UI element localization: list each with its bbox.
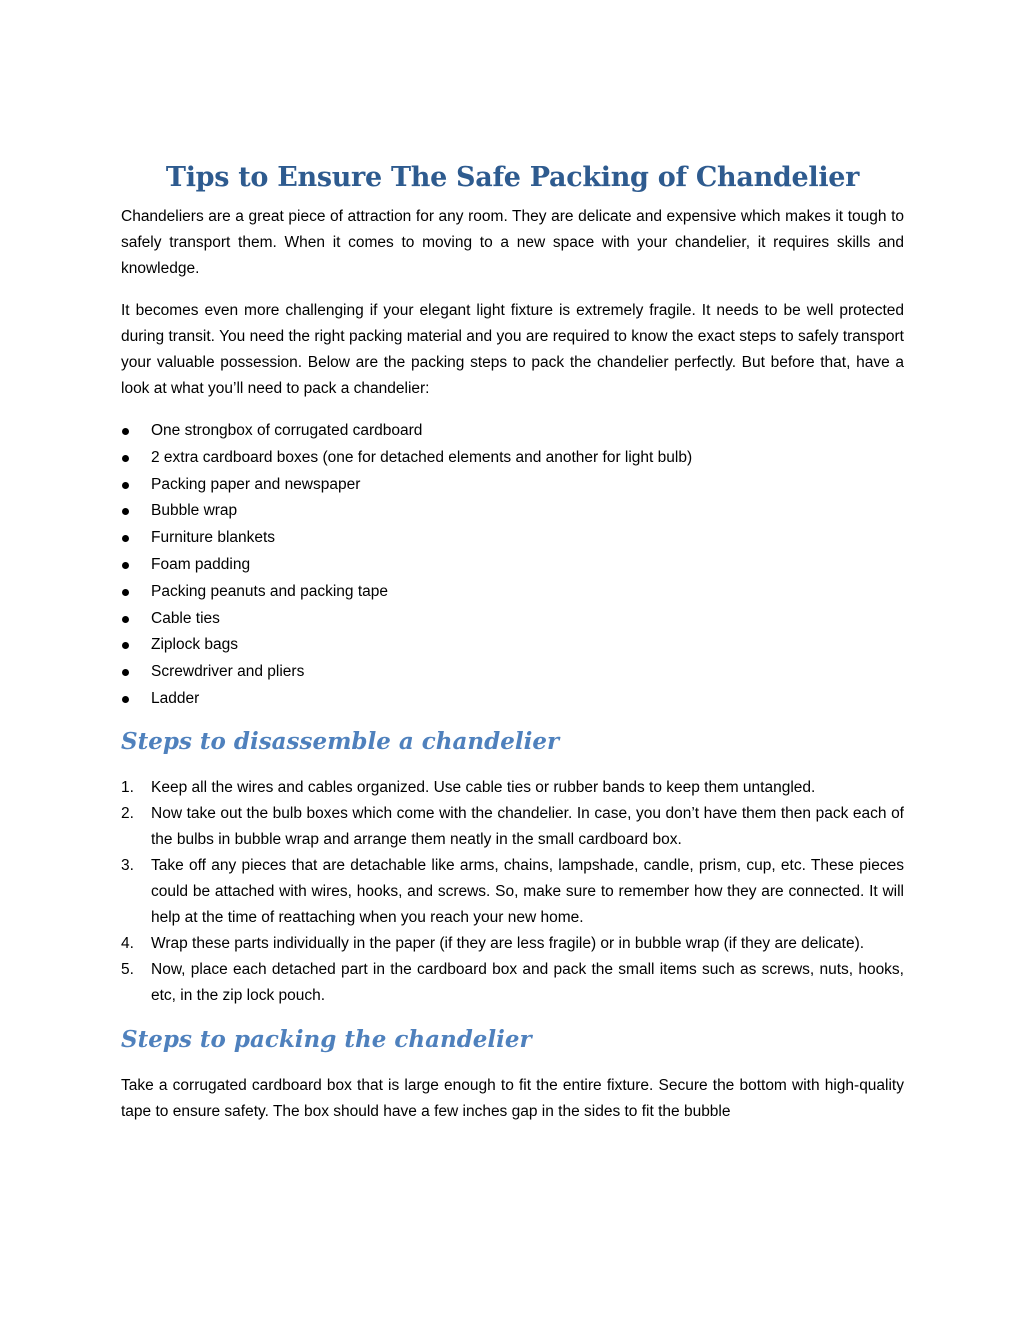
- list-item: [121, 659, 904, 686]
- list-item-text: Furniture blankets: [151, 529, 276, 547]
- intro-paragraph: Chandeliers are a great piece of attraction for any room. They are delicate and expensive which makes it tough to safely transport them. When it comes to moving to a new space with your chandelier, it requires skills and knowledge.: [121, 208, 904, 277]
- disassemble-steps-list: [121, 775, 904, 1009]
- packing-paragraph: Take a corrugated cardboard box that is large enough to fit the entire fixture. Secure the bottom with high-quality tape to ensure safety. The box should have a few inches gap in the sides to fit the bubble: [121, 1076, 904, 1120]
- list-item: [121, 525, 904, 552]
- list-item-text: 2 extra cardboard boxes (one for detached elements and another for light bulb): [151, 448, 693, 466]
- bullet-icon: [122, 642, 129, 649]
- step-number: 5.: [121, 960, 134, 978]
- list-item-text: One strongbox of corrugated cardboard: [151, 422, 423, 439]
- intro-paragraph: It becomes even more challenging if your elegant light fixture is extremely fragile. It needs to be well protected during transit. You need the right packing material and you are required to know the exact steps to safely transport your valuable possession. Below are the packing steps to pack the chandelier perfectly. But before that, have a look at what you’ll need to pack a chandelier:: [121, 302, 904, 397]
- list-item: [121, 853, 904, 931]
- list-item-text: Packing paper and newspaper: [151, 475, 361, 493]
- bullet-icon: [122, 535, 129, 542]
- bullet-icon: [122, 669, 129, 676]
- bullet-icon: [122, 428, 129, 435]
- list-item: [121, 606, 904, 633]
- list-item: [121, 472, 904, 499]
- list-item: [121, 498, 904, 525]
- document-title: Tips to Ensure The Safe Packing of Chandelier: [165, 162, 860, 193]
- step-number: 2.: [121, 804, 134, 822]
- section-heading-disassemble: Steps to disassemble a chandelier: [121, 727, 560, 755]
- bullet-icon: [122, 482, 129, 489]
- list-item: [121, 632, 904, 659]
- list-item: [121, 686, 904, 713]
- bullet-icon: [122, 589, 129, 596]
- step-text: Now, place each detached part in the cardboard box and pack the small items such as screws, nuts, hooks, etc, in the zip lock pouch.: [151, 960, 904, 1004]
- list-item: [121, 801, 904, 853]
- list-item-text: Cable ties: [151, 609, 220, 627]
- step-number: 1.: [121, 778, 134, 796]
- list-item: [121, 418, 904, 445]
- list-item-text: Bubble wrap: [151, 502, 238, 520]
- list-item-text: Screwdriver and pliers: [151, 663, 305, 681]
- step-text: Take off any pieces that are detachable like arms, chains, lampshade, candle, prism, cup, etc. These pieces could be attached with wires, hooks, and screws. So, make sure to remember how they are connected. It will help at the time of reattaching when you reach your new home.: [151, 856, 904, 926]
- bullet-icon: [122, 616, 129, 623]
- list-item: [121, 445, 904, 472]
- list-item-text: Ziplock bags: [151, 636, 239, 654]
- bullet-icon: [122, 562, 129, 569]
- section-heading-packing: Steps to packing the chandelier: [121, 1025, 532, 1053]
- list-item: [121, 931, 904, 957]
- bullet-icon: [122, 696, 129, 703]
- list-item: [121, 775, 904, 801]
- list-item-text: Foam padding: [151, 555, 251, 573]
- step-text: Now take out the bulb boxes which come with the chandelier. In case, you don’t have them then pack each of the bulbs in bubble wrap and arrange them neatly in the small cardboard box.: [151, 804, 904, 848]
- list-item-text: Ladder: [151, 689, 200, 707]
- document-page: [121, 158, 904, 1141]
- materials-list: [121, 418, 904, 713]
- list-item: [121, 552, 904, 579]
- bullet-icon: [122, 455, 129, 462]
- step-number: 4.: [121, 934, 134, 952]
- step-number: 3.: [121, 856, 134, 874]
- list-item-text: Packing peanuts and packing tape: [151, 582, 388, 600]
- step-text: Keep all the wires and cables organized. Use cable ties or rubber bands to keep them untangled.: [151, 778, 816, 796]
- list-item: [121, 579, 904, 606]
- bullet-icon: [122, 508, 129, 515]
- step-text: Wrap these parts individually in the paper (if they are less fragile) or in bubble wrap (if they are delicate).: [151, 934, 865, 952]
- list-item: [121, 957, 904, 1009]
